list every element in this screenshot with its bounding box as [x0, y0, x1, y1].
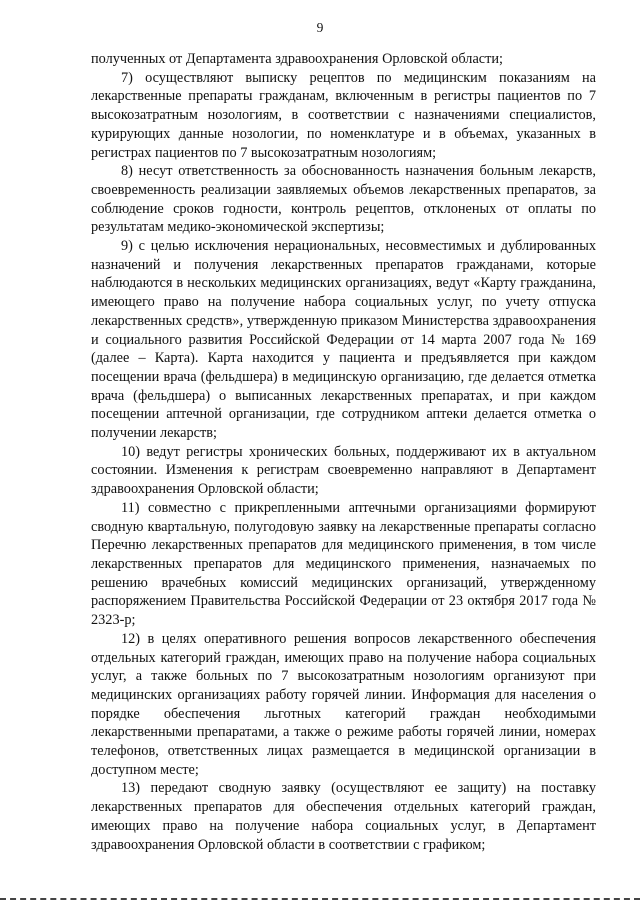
paragraph-item-8: 8) несут ответственность за обоснованность назначения больным лекарств, своевременность реализации заявляемых объемов лекарственных препаратов, за соблюдение сроков годности, контроль рецептов, отклоненых от оплаты по результатам медико-экономической экспертизы; [91, 163, 596, 236]
paragraph-item-13: 13) передают сводную заявку (осуществляют ее защиту) на поставку лекарственных препаратов для обеспечения отдельных категорий граждан, имеющих право на получение набора социальных услуг, в Департамент здравоохранения Орловской области в соответствии с графиком; [91, 780, 596, 853]
paragraph-item-12: 12) в целях оперативного решения вопросов лекарственного обеспечения отдельных категорий граждан, имеющих право на получение набора социальных услуг, а также больных по 7 высокозатратным нозологиям организуют при медицинских организациях работу горячей линии. Информация для населения о порядке обеспечения льготных категорий граждан необходимыми лекарственными препаратами, а также о режиме работы горячей линии, номерах телефонов, ответственных лицах размещается в медицинской организации в доступном месте; [91, 630, 596, 778]
paragraph-continuation: полученных от Департамента здравоохранения Орловской области; [91, 51, 504, 67]
paragraph-item-10: 10) ведут регистры хронических больных, поддерживают их в актуальном состоянии. Изменения к регистрам своевременно направляют в Департамент здравоохранения Орловской области; [91, 443, 596, 498]
scan-edge-divider [0, 898, 640, 900]
paragraph-item-9: 9) с целью исключения нерациональных, несовместимых и дублированных назначений и получения лекарственных препаратов гражданами, которые наблюдаются в нескольких медицинских организациях, ведут «Карту гражданина, имеющего право на получение набора социальных услуг, по учету отпуска лекарственных средств», утвержденную приказом Министерства здравоохранения и социального развития Российской Федерации от 14 марта 2007 года № 169 (далее – Карта). Карта находится у пациента и предъявляется при каждом посещении врача (фельдшера) в медицинскую организацию, где делается отметка врача (фельдшера) о выписанных лекарственных препаратах, и при каждом посещении аптечной организации, где сотрудником аптеки делается отметка о получении лекарств; [91, 238, 596, 442]
paragraph-item-7: 7) осуществляют выписку рецептов по медицинским показаниям на лекарственные препараты гражданам, включенным в регистры пациентов по 7 высокозатратным нозологиям, в соответствии с назначениями специалистов, курирующих данные нозологии, по номенклатуре и в объемах, указанных в регистрах пациентов по 7 высокозатратным нозологиям; [91, 69, 596, 161]
paragraph-item-11: 11) совместно с прикрепленными аптечными организациями формируют сводную квартальную, полугодовую заявку на лекарственные препараты согласно Перечню лекарственных препаратов для медицинского применения, в том числе лекарственных препаратов для медицинского применения, назначаемых по решению врачебных комиссий медицинских организаций, утвержденному распоряжением Правительства Российской Федерации от 23 октября 2017 года № 2323-р; [91, 499, 596, 629]
document-body [91, 50, 596, 854]
page-number: 9 [316, 20, 324, 35]
